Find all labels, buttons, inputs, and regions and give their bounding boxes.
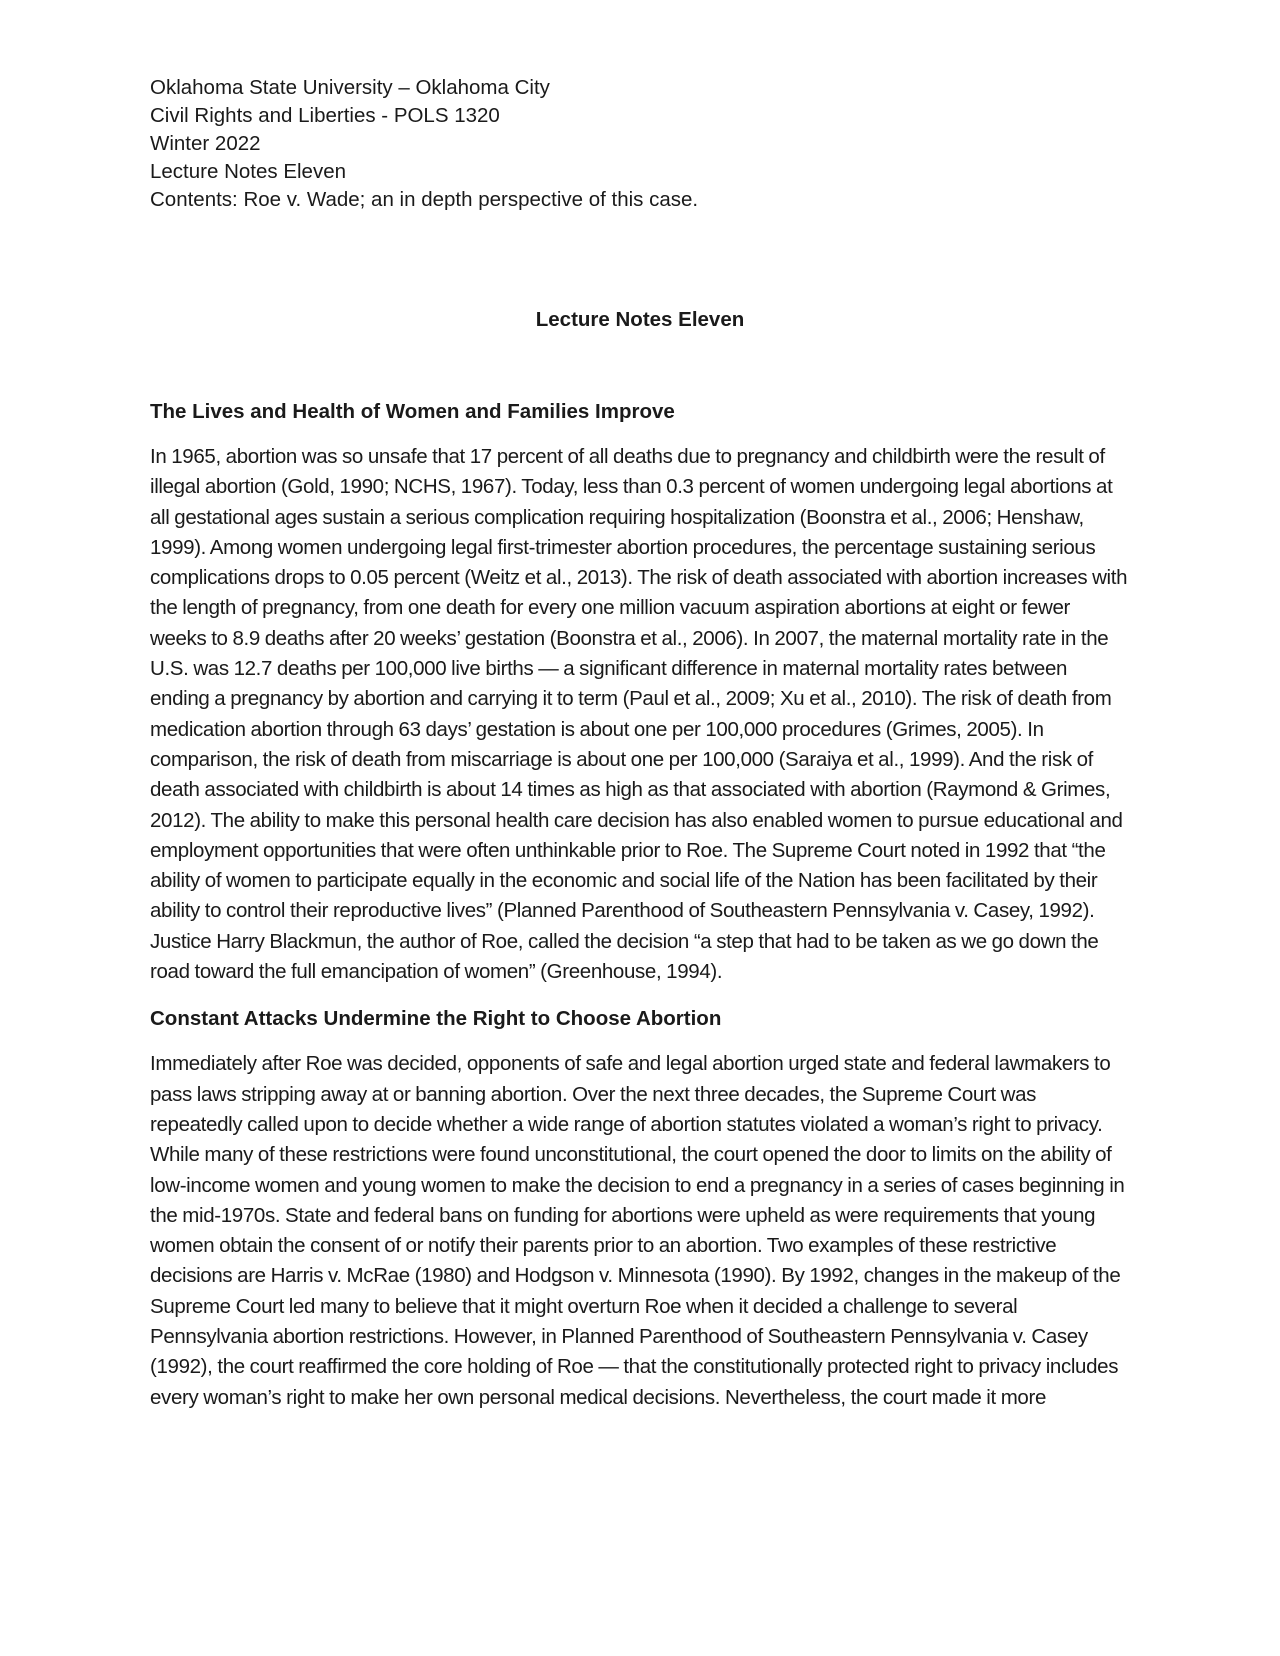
header-lecture: Lecture Notes Eleven <box>150 160 347 183</box>
section-paragraph: Immediately after Roe was decided, opponents of safe and legal abortion urged state and federal lawmakers to pass laws stripping away at or banning abortion. Over the next three decades, the Supreme Court was repeatedly called upon to decide whether a wide range of abortion statutes violated a woman’s right to privacy. While many of these restrictions were found unconstitutional, the court opened the door to limits on the ability of low-income women and young women to make the decision to end a pregnancy in a series of cases beginning in the mid-1970s. State and federal bans on funding for abortions were upheld as were requirements that young women obtain the consent of or notify their parents prior to an abortion. Two examples of these restrictive decisions are Harris v. McRae (1980) and Hodgson v. Minnesota (1990). By 1992, changes in the makeup of the Supreme Court led many to believe that it might overturn Roe when it decided a challenge to several Pennsylvania abortion restrictions. However, in Planned Parenthood of Southeastern Pennsylvania v. Casey (1992), the court reaffirmed the core holding of Roe — that the constitutionally protected right to privacy includes every woman’s right to make her own personal medical decisions. Nevertheless, the court made it more <box>150 1052 1125 1409</box>
header-institution: Oklahoma State University – Oklahoma City <box>150 76 550 99</box>
section-heading: The Lives and Health of Women and Families Improve <box>150 400 675 423</box>
section-heading: Constant Attacks Undermine the Right to Choose Abortion <box>150 1007 722 1031</box>
document-header <box>150 74 1130 214</box>
section-paragraph: In 1965, abortion was so unsafe that 17 percent of all deaths due to pregnancy and childbirth were the result of illegal abortion (Gold, 1990; NCHS, 1967). Today, less than 0.3 percent of women undergoing legal abortions at all gestational ages sustain a serious complication requiring hospitalization (Boonstra et al., 2006; Henshaw, 1999). Among women undergoing legal first-trimester abortion procedures, the percentage sustaining serious complications drops to 0.05 percent (Weitz et al., 2013). The risk of death associated with abortion increases with the length of pregnancy, from one death for every one million vacuum aspiration abortions at eight or fewer weeks to 8.9 deaths after 20 weeks’ gestation (Boonstra et al., 2006). In 2007, the maternal mortality rate in the U.S. was 12.7 deaths per 100,000 live births — a significant difference in maternal mortality rates between ending a pregnancy by abortion and carrying it to term (Paul et al., 2009; Xu et al., 2010). The risk of death from medication abortion through 63 days’ gestation is about one per 100,000 procedures (Grimes, 2005). In comparison, the risk of death from miscarriage is about one per 100,000 (Saraiya et al., 1999). And the risk of death associated with childbirth is about 14 times as high as that associated with abortion (Raymond & Grimes, 2012). The ability to make this personal health care decision has also enabled women to pursue educational and employment opportunities that were often unthinkable prior to Roe. The Supreme Court noted in 1992 that “the ability of women to participate equally in the economic and social life of the Nation has been facilitated by their ability to control their reproductive lives” (Planned Parenthood of Southeastern Pennsylvania v. Casey, 1992). Justice Harry Blackmun, the author of Roe, called the decision “a step that had to be taken as we go down the road toward the full emancipation of women” (Greenhouse, 1994). <box>150 445 1128 984</box>
header-contents: Contents: Roe v. Wade; an in depth perspective of this case. <box>150 188 699 211</box>
header-term: Winter 2022 <box>150 132 261 155</box>
document-title: Lecture Notes Eleven <box>535 308 745 331</box>
header-course: Civil Rights and Liberties - POLS 1320 <box>150 104 500 127</box>
document-page <box>150 74 1130 1431</box>
